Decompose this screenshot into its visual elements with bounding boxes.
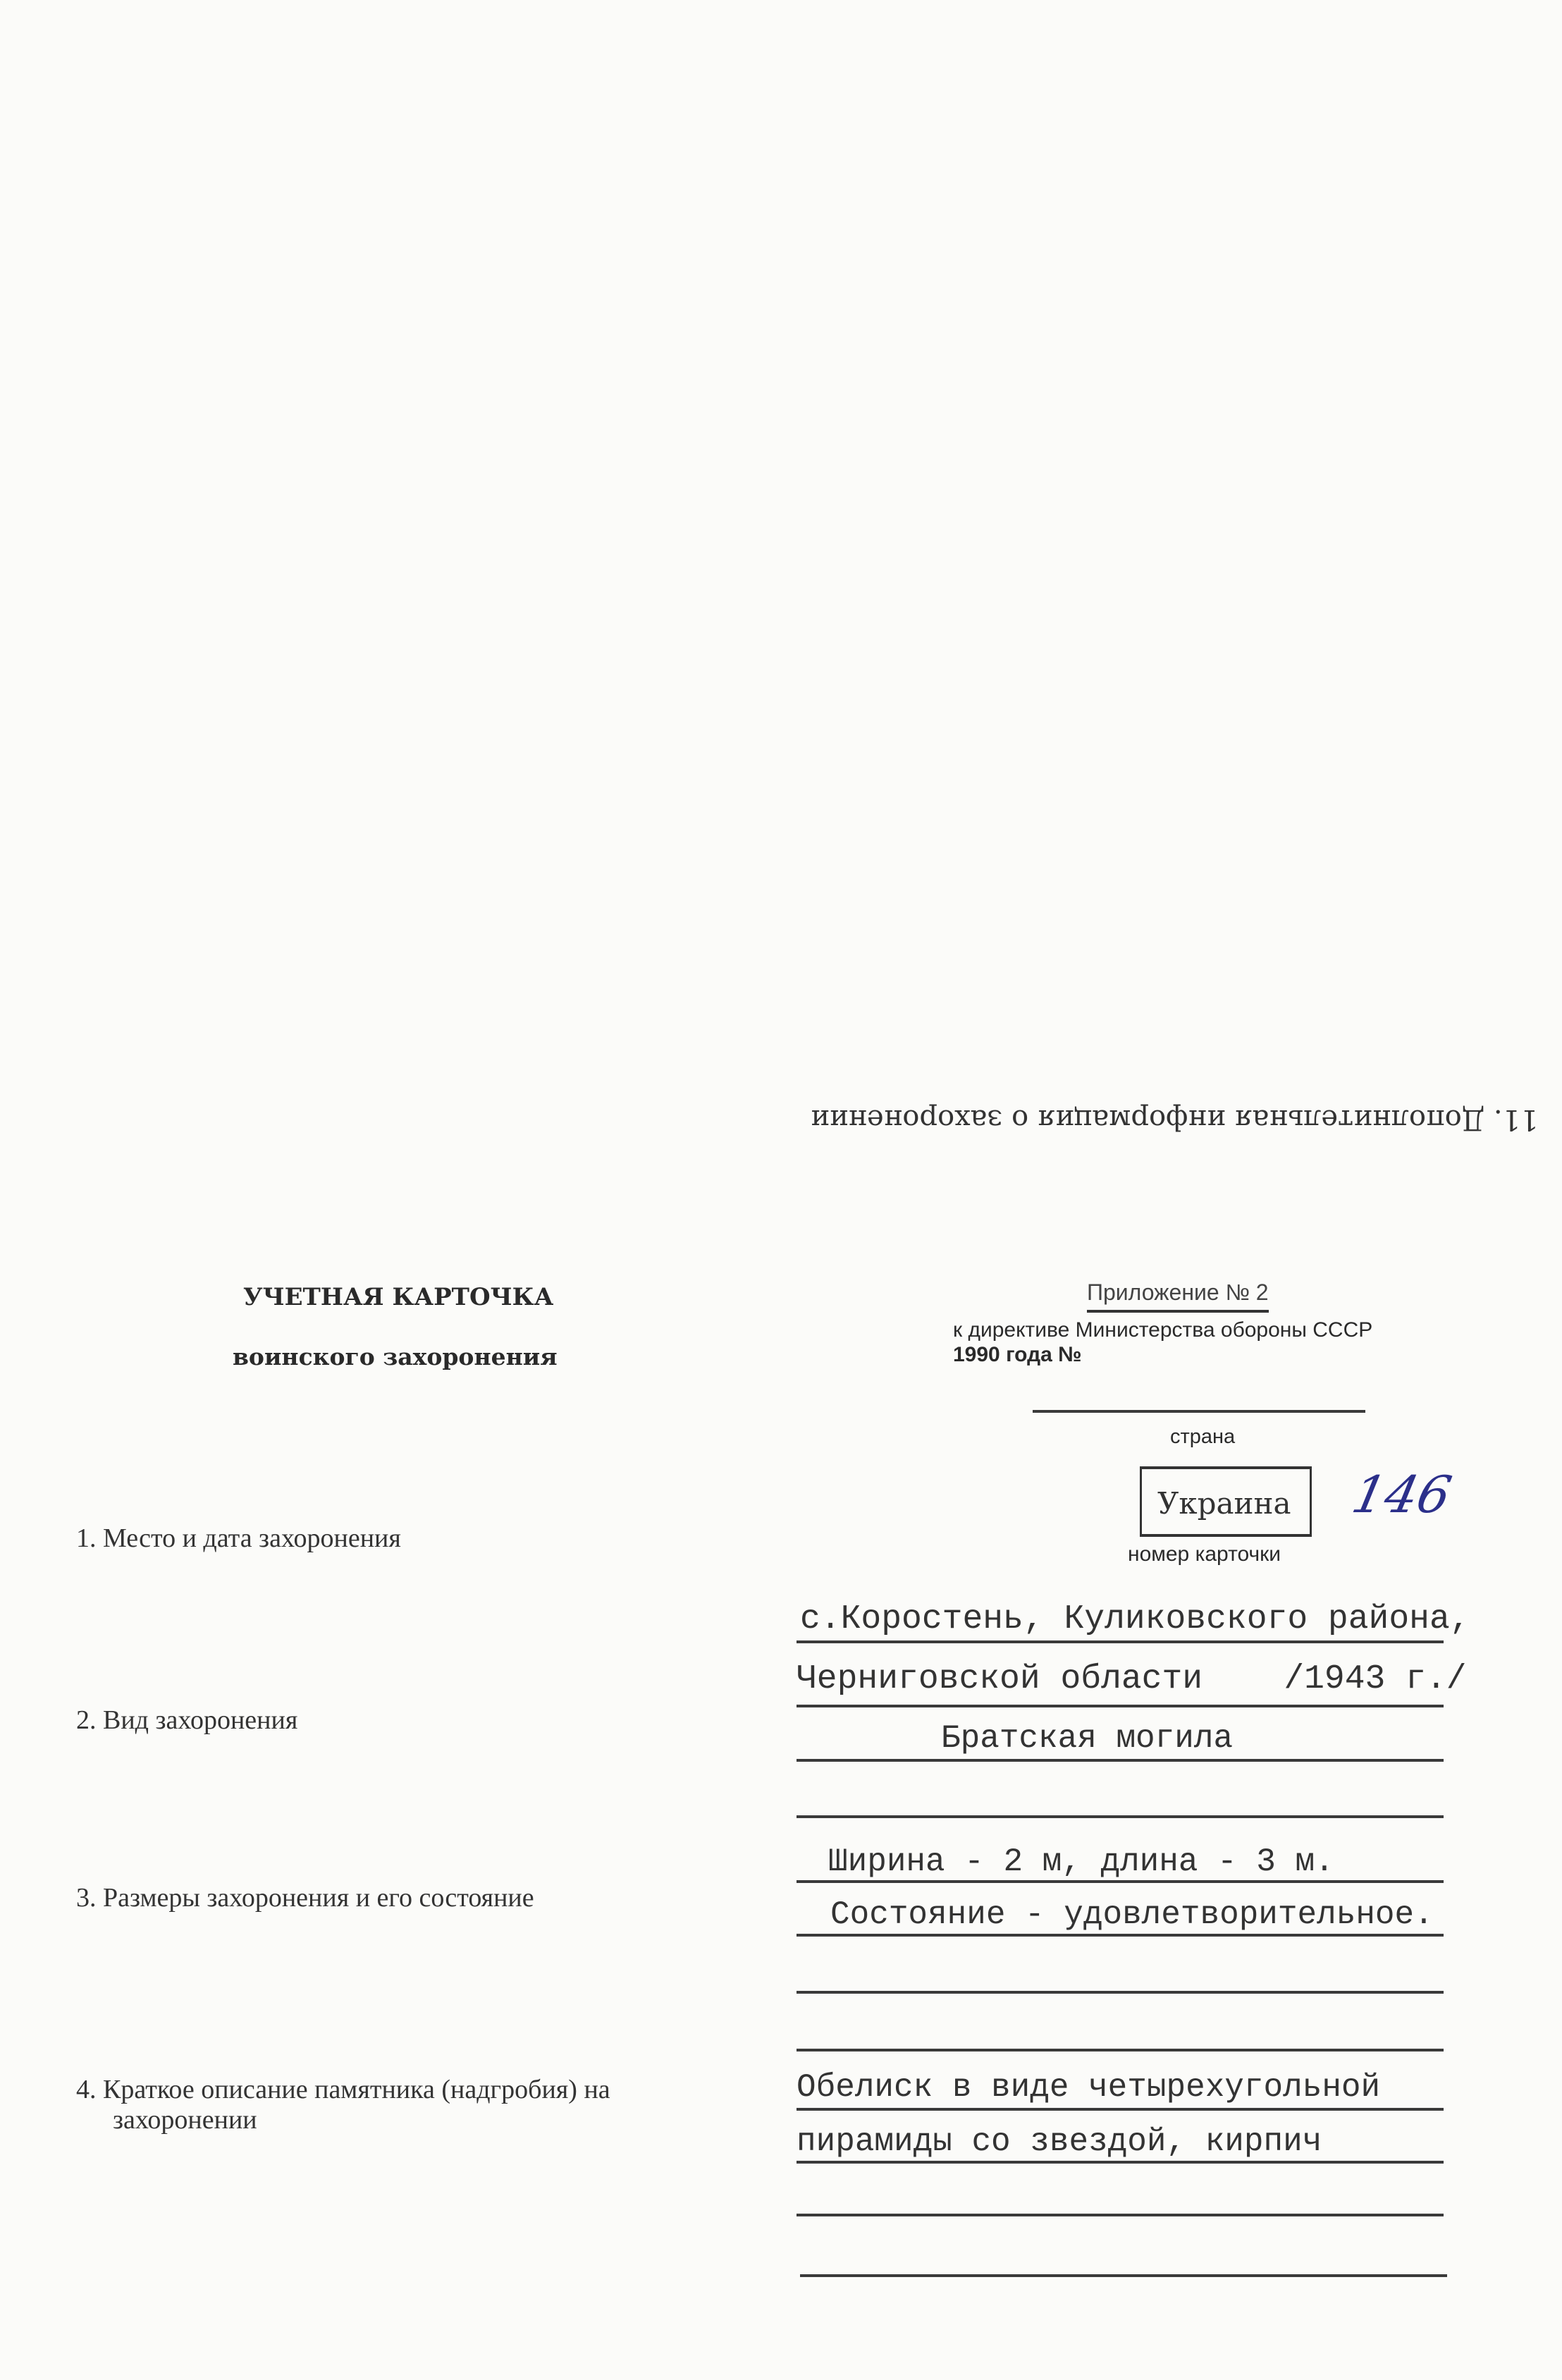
rule [797, 1934, 1444, 1937]
condition-value: Состояние - удовлетворительное. [830, 1896, 1434, 1933]
burial-type-value: Братская могила [941, 1720, 1234, 1757]
rule [797, 1815, 1444, 1818]
country-rule [1033, 1410, 1365, 1413]
place-value-line-2: Черниговской области /1943 г./ [797, 1660, 1467, 1698]
reverse-side-heading: 11. Дополнительная информация о захоронении [811, 1103, 1539, 1136]
card-subtitle: воинского захоронения [233, 1343, 558, 1370]
rule [797, 2161, 1444, 2164]
rule [797, 2108, 1444, 2111]
rule [797, 1759, 1444, 1762]
rule [797, 2049, 1444, 2051]
country-caption: страна [1170, 1425, 1236, 1448]
appendix-label: Приложение № 2 [1087, 1280, 1269, 1313]
rule [797, 1991, 1444, 1994]
rule [797, 2214, 1444, 2216]
card-number-caption: номер карточки [1128, 1542, 1281, 1566]
monument-value-line-2: пирамиды со звездой, кирпич [797, 2123, 1322, 2160]
rule [797, 1640, 1444, 1643]
place-value-line-1: с.Коростень, Куликовского района, [800, 1600, 1470, 1638]
country-value: Украина [1157, 1486, 1291, 1521]
rule [797, 1705, 1444, 1707]
field-label-place-date: 1. Место и дата захоронения [76, 1523, 401, 1553]
card-title: УЧЕТНАЯ КАРТОЧКА [243, 1283, 554, 1311]
field-label-size-condition: 3. Размеры захоронения и его состояние [76, 1883, 534, 1913]
directive-line-2: 1990 года № [953, 1343, 1082, 1366]
monument-value-line-1: Обелиск в виде четырехугольной [797, 2069, 1381, 2106]
rule [797, 1880, 1444, 1883]
country-box [1140, 1466, 1312, 1537]
field-label-burial-type: 2. Вид захоронения [76, 1705, 298, 1735]
field-label-monument-line-2: захоронении [113, 2105, 257, 2135]
directive-line-1: к директиве Министерства обороны СССР [953, 1318, 1373, 1342]
card-number-handwritten: 146 [1347, 1465, 1457, 1524]
field-label-monument-line-1: 4. Краткое описание памятника (надгробия) на [76, 2075, 610, 2104]
size-value: Ширина - 2 м, длина - 3 м. [828, 1844, 1334, 1880]
rule [800, 2274, 1447, 2277]
